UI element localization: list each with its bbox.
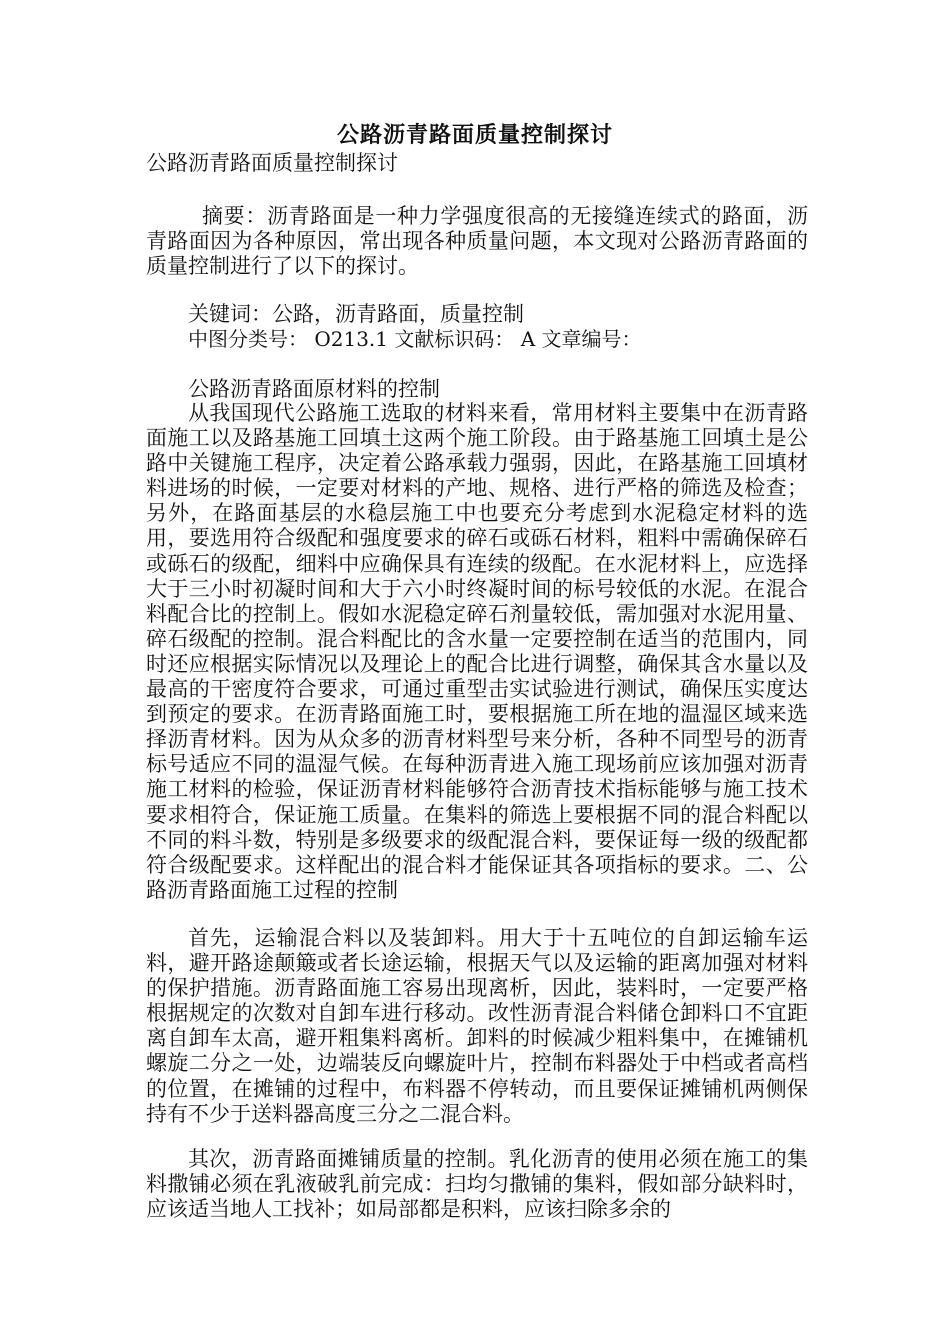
body-paragraph: 其次，沥青路面摊铺质量的控制。乳化沥青的使用必须在施工的集料撒铺必须在乳液破乳前完成：扫均匀撒铺的集料，假如部分缺料时，应该适当地人工找补；如局部都是积料，应该扫除多余的 [146, 1147, 808, 1222]
document-subtitle: 公路沥青路面质量控制探讨 [146, 151, 398, 175]
keywords-line: 关键词：公路，沥青路面，质量控制 [188, 302, 524, 326]
classification-line: 中图分类号： O213.1 文献标识码： A 文章编号： [188, 327, 642, 351]
body-paragraph: 从我国现代公路施工选取的材料来看，常用材料主要集中在沥青路面施工以及路基施工回填土这两个施工阶段。由于路基施工回填土是公路中关键施工程序，决定着公路承载力强弱，因此，在路基施工回填材料进场的时候，一定要对材料的产地、规格、进行严格的筛选及检查；另外，在路面基层的水稳层施工中也要充分考虑到水泥稳定材料的选用，要选用符合级配和强度要求的碎石或砾石材料，粗料中需确保碎石或砾石的级配，细料中应确保具有连续的级配。在水泥材料上，应选择大于三小时初凝时间和大于六小时终凝时间的标号较低的水泥。在混合料配合比的控制上。假如水泥稳定碎石剂量较低，需加强对水泥用量、碎石级配的控制。混合料配比的含水量一定要控制在适当的范围内，同时还应根据实际情况以及理论上的配合比进行调整，确保其含水量以及最高的干密度符合要求，可通过重型击实试验进行测试，确保压实度达到预定的要求。在沥青路面施工时，要根据施工所在地的温湿区域来选择沥青材料。因为从众多的沥青材料型号来分析，各种不同型号的沥青标号适应不同的温湿气候。在每种沥青进入施工现场前应该加强对沥青施工材料的检验，保证沥青材料能够符合沥青技术指标能够与施工技术要求相符合，保证施工质量。在集料的筛选上要根据不同的混合料配以不同的料斗数，特别是多级要求的级配混合料，要保证每一级的级配都符合级配要求。这样配出的混合料才能保证其各项指标的要求。二、公路沥青路面施工过程的控制 [146, 401, 808, 902]
body-paragraph: 首先，运输混合料以及装卸料。用大于十五吨位的自卸运输车运料，避开路途颠簸或者长途运输，根据天气以及运输的距离加强对材料的保护措施。沥青路面施工容易出现离析，因此，装料时，一定要严格根据规定的次数对自卸车进行移动。改性沥青混合料储仓卸料口不宜距离自卸车太高，避开粗集料离析。卸料的时候减少粗料集中，在摊铺机螺旋二分之一处，边端装反向螺旋叶片，控制布料器处于中档或者高档的位置，在摊铺的过程中，布料器不停转动，而且要保证摊铺机两侧保持有不少于送料器高度三分之二混合料。 [146, 926, 808, 1126]
document-title: 公路沥青路面质量控制探讨 [336, 122, 613, 148]
abstract-paragraph: 摘要：沥青路面是一种力学强度很高的无接缝连续式的路面，沥青路面因为各种原因，常出现各种质量问题，本文现对公路沥青路面的质量控制进行了以下的探讨。 [146, 204, 808, 279]
section-heading: 公路沥青路面原材料的控制 [188, 377, 440, 401]
